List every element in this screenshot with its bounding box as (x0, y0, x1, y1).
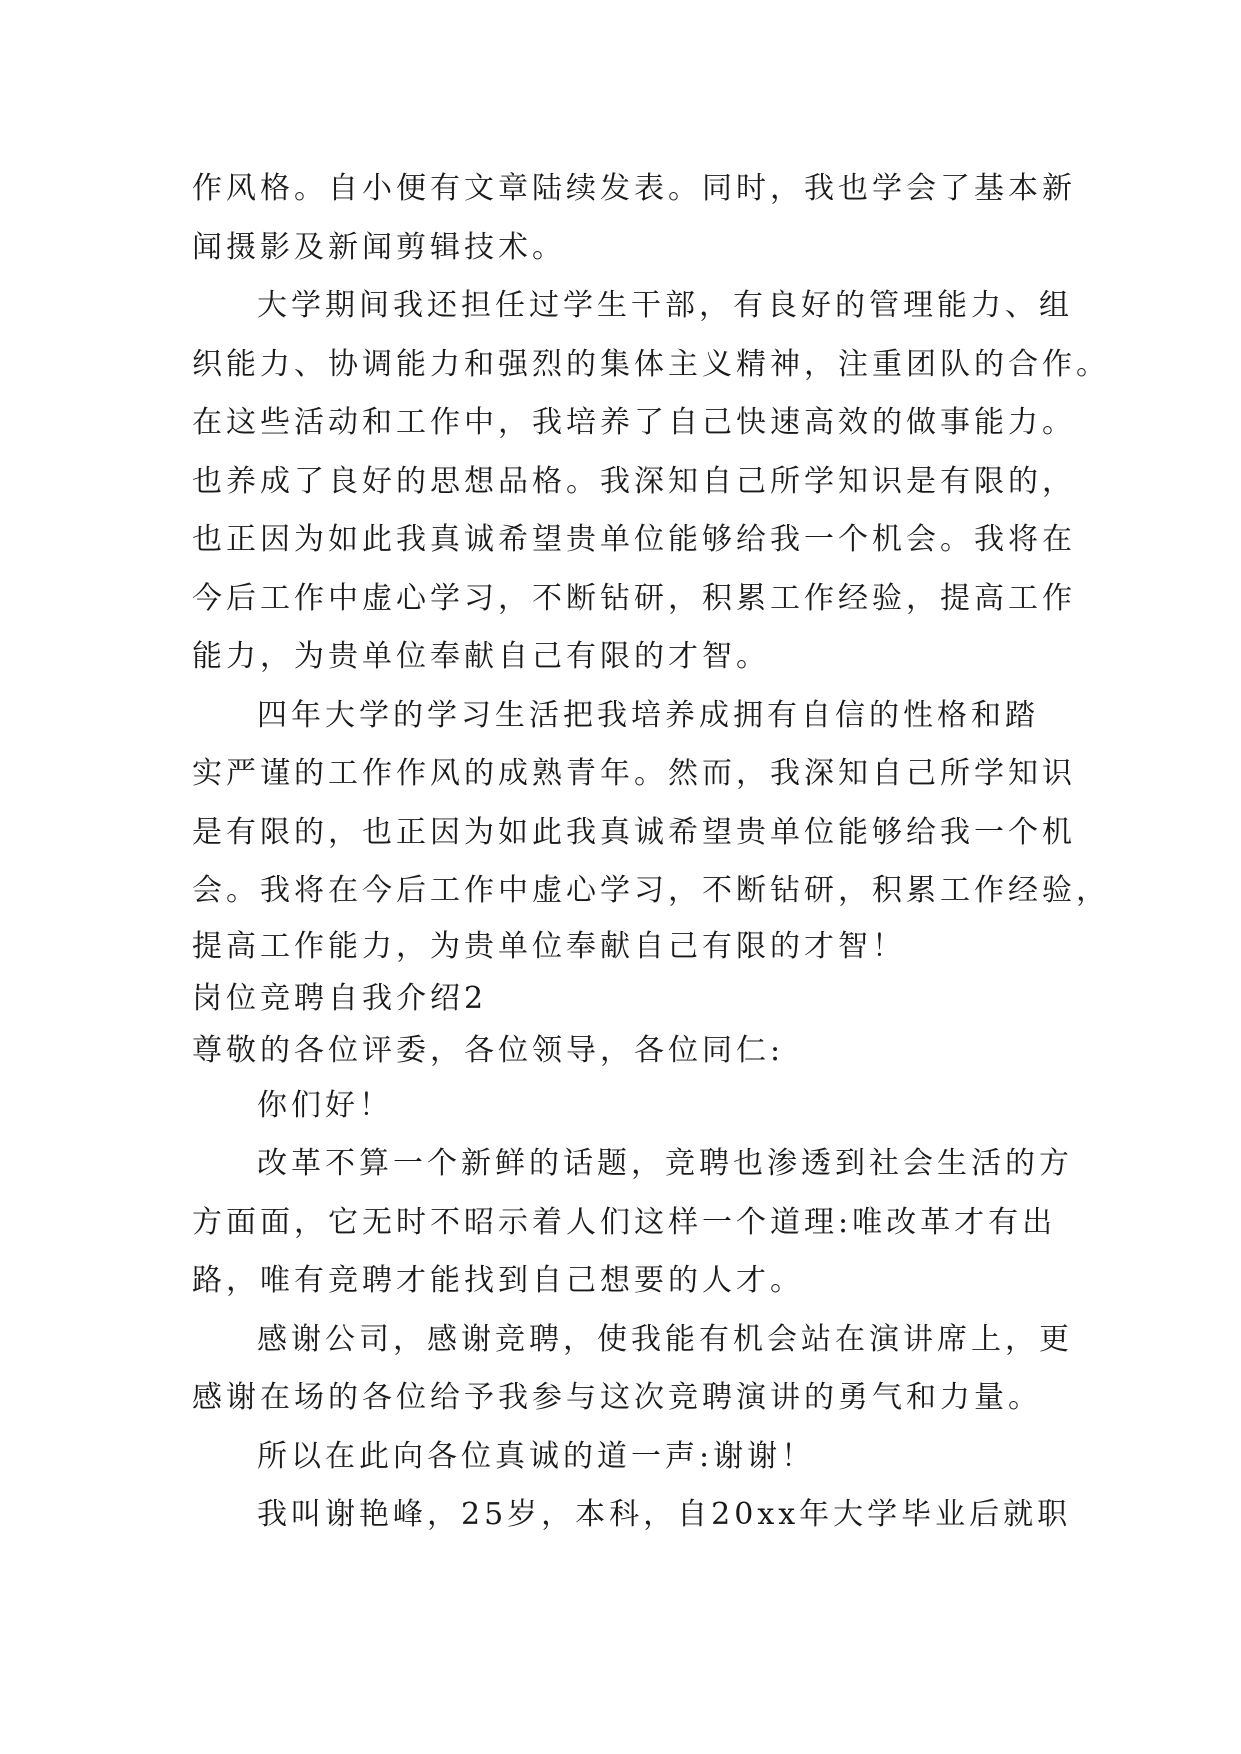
text-line: 实严谨的工作作风的成熟青年。然而，我深知自己所学知识 (192, 756, 1076, 791)
text-line: 方面面，它无时不昭示着人们这样一个道理:唯改革才有出 (192, 1204, 1057, 1240)
paragraph-start: 所以在此向各位真诚的道一声:谢谢！ (257, 1438, 816, 1474)
text-line: 今后工作中虚心学习，不断钻研，积累工作经验，提高工作 (192, 580, 1076, 616)
document-body (192, 160, 1110, 1545)
text-line: 闻摄影及新闻剪辑技术。 (192, 229, 566, 265)
text-line: 能力，为贵单位奉献自己有限的才智。 (192, 639, 770, 674)
text-line: 感谢在场的各位给予我参与这次竞聘演讲的勇气和力量。 (192, 1380, 1042, 1415)
text-line: 在这些活动和工作中，我培养了自己快速高效的做事能力。 (192, 405, 1076, 440)
paragraph-start: 改革不算一个新鲜的话题，竞聘也渗透到社会生活的方 (257, 1146, 1073, 1181)
section-heading: 岗位竞聘自我介绍2 (192, 980, 488, 1016)
paragraph-start: 四年大学的学习生活把我培养成拥有自信的性格和踏 (257, 697, 1039, 733)
paragraph-start: 大学期间我还担任过学生干部，有良好的管理能力、组 (257, 288, 1073, 323)
text-line: 织能力、协调能力和强烈的集体主义精神，注重团队的合作。 (192, 346, 1110, 382)
text-line: 会。我将在今后工作中虚心学习，不断钻研，积累工作经验， (192, 873, 1110, 908)
text-line: 是有限的，也正因为如此我真诚希望贵单位能够给我一个机 (192, 814, 1076, 850)
salutation: 尊敬的各位评委，各位领导，各位同仁: (192, 1032, 785, 1068)
text-line: 也养成了良好的思想品格。我深知自己所学知识是有限的， (192, 463, 1076, 499)
greeting: 你们好！ (257, 1087, 393, 1123)
paragraph-start: 感谢公司，感谢竞聘，使我能有机会站在演讲席上，更 (257, 1321, 1073, 1357)
text-line: 作风格。自小便有文章陆续发表。同时，我也学会了基本新 (192, 171, 1076, 206)
text-line: 路，唯有竞聘才能找到自己想要的人才。 (192, 1263, 804, 1298)
paragraph-start: 我叫谢艳峰，25岁，本科，自20xx年大学毕业后就职 (257, 1497, 1072, 1532)
text-line: 也正因为如此我真诚希望贵单位能够给我一个机会。我将在 (192, 522, 1076, 557)
text-line: 提高工作能力，为贵单位奉献自己有限的才智！ (192, 928, 906, 964)
